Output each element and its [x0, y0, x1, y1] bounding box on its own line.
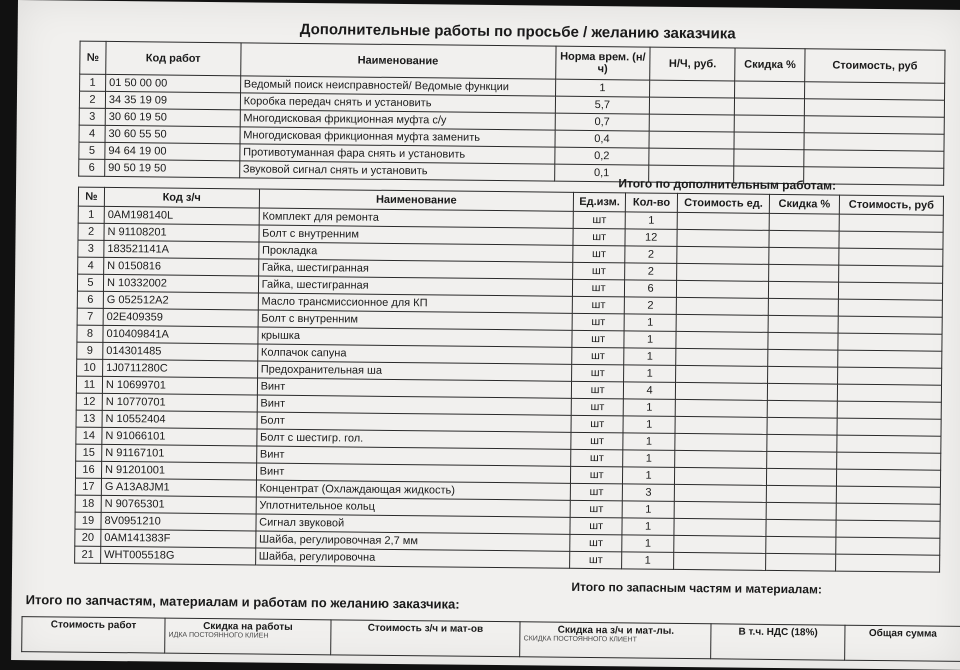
- part-quantity: 1: [623, 399, 675, 417]
- work-discount-cell: [735, 81, 805, 99]
- document-page: [11, 0, 960, 670]
- part-code: N 91167101: [102, 444, 257, 463]
- part-name: Винт: [256, 463, 571, 483]
- work-norm-hours: 0,2: [554, 147, 649, 165]
- work-header-cell: Норма врем. (н/ч): [555, 46, 650, 80]
- part-name: Винт: [256, 446, 571, 466]
- part-cost-cell: [836, 554, 940, 572]
- parts-header-cell: Скидка %: [769, 194, 839, 214]
- part-quantity: 1: [622, 518, 674, 536]
- work-norm-hours: 0,4: [555, 130, 650, 148]
- work-name: Многодисковая фрикционная муфта заменить: [240, 127, 555, 147]
- work-norm-hours: 1: [555, 79, 650, 97]
- part-cost-cell: [839, 214, 943, 232]
- work-cost-cell: [804, 133, 944, 151]
- work-row-number: 2: [79, 91, 105, 108]
- part-discount-cell: [766, 553, 836, 571]
- part-unit-price-cell: [676, 280, 768, 298]
- part-quantity: 1: [623, 433, 675, 451]
- part-name: Болт с внутренним: [258, 310, 573, 330]
- parts-table: [74, 187, 944, 573]
- part-quantity: 4: [623, 382, 675, 400]
- part-code: G A13A8JM1: [101, 478, 256, 497]
- part-cost-cell: [836, 469, 940, 487]
- part-discount-cell: [766, 536, 836, 554]
- part-cost-cell: [839, 265, 943, 283]
- part-unit-price-cell: [674, 535, 766, 553]
- part-unit-price-cell: [675, 433, 767, 451]
- summary-label: Общая сумма: [868, 627, 937, 640]
- part-cost-cell: [836, 486, 940, 504]
- part-unit: шт: [570, 500, 622, 518]
- part-code: N 91201001: [101, 461, 256, 480]
- part-unit-price-cell: [675, 467, 767, 485]
- part-unit: шт: [571, 432, 623, 450]
- part-unit-price-cell: [677, 229, 769, 247]
- part-unit: шт: [572, 347, 624, 365]
- part-name: Предохранительная ша: [257, 361, 572, 381]
- part-unit: шт: [572, 364, 624, 382]
- part-discount-cell: [769, 264, 839, 282]
- work-code: 30 60 55 50: [105, 125, 240, 143]
- part-code: N 10332002: [103, 274, 258, 293]
- part-name: Винт: [257, 395, 572, 415]
- part-row-number: 16: [75, 461, 101, 478]
- summary-label: Скидка на работы: [203, 620, 293, 633]
- part-row-number: 2: [78, 223, 104, 240]
- document-title: Дополнительные работы по просьбе / желанию заказчика: [299, 20, 736, 43]
- part-discount-cell: [767, 451, 837, 469]
- part-unit: шт: [573, 279, 625, 297]
- work-cost-cell: [804, 99, 944, 117]
- part-unit: шт: [570, 551, 622, 569]
- part-name: крышка: [258, 327, 573, 347]
- work-cost-cell: [804, 150, 944, 168]
- part-quantity: 1: [625, 212, 677, 230]
- part-name: Болт с шестигр. гол.: [256, 429, 571, 449]
- part-unit-price-cell: [677, 263, 769, 281]
- work-name: Ведомый поиск неисправностей/ Ведомые функции: [240, 76, 555, 96]
- work-total-label: Итого по дополнительным работам:: [618, 176, 837, 193]
- part-code: N 91066101: [102, 427, 257, 446]
- summary-row: [22, 617, 960, 662]
- part-row-number: 3: [78, 240, 104, 257]
- work-discount-cell: [734, 149, 804, 167]
- work-row-number: 5: [79, 142, 105, 159]
- part-code: G 052512A2: [103, 291, 258, 310]
- work-rate-cell: [650, 80, 735, 98]
- part-name: Гайка, шестигранная: [258, 259, 573, 279]
- part-unit: шт: [571, 466, 623, 484]
- part-name: Шайба, регулировочна: [255, 548, 570, 568]
- part-name: Уплотнительное кольц: [256, 497, 571, 517]
- summary-cell: [711, 624, 845, 660]
- part-unit: шт: [572, 381, 624, 399]
- part-cost-cell: [838, 350, 942, 368]
- work-norm-hours: 0,1: [554, 164, 649, 182]
- part-discount-cell: [768, 366, 838, 384]
- work-row-number: 4: [79, 125, 105, 142]
- part-quantity: 1: [622, 501, 674, 519]
- part-cost-cell: [836, 503, 940, 521]
- part-row-number: 17: [75, 478, 101, 495]
- work-cost-cell: [805, 82, 945, 100]
- part-unit-price-cell: [677, 246, 769, 264]
- work-header-cell: №: [80, 41, 106, 74]
- part-unit: шт: [572, 330, 624, 348]
- summary-cell: [22, 617, 166, 653]
- part-name: Масло трансмиссионное для КП: [258, 293, 573, 313]
- parts-total-label: Итого по запасным частям и материалам:: [571, 579, 822, 597]
- part-code: N 0150816: [104, 257, 259, 276]
- part-unit: шт: [573, 245, 625, 263]
- work-norm-hours: 0,7: [555, 113, 650, 131]
- part-discount-cell: [769, 213, 839, 231]
- work-header-cell: Код работ: [106, 41, 241, 75]
- part-code: 014301485: [103, 342, 258, 361]
- part-row-number: 6: [77, 291, 103, 308]
- summary-cell: [520, 622, 712, 659]
- summary-sublabel: СКИДКА ПОСТОЯННОГО КЛИЕНТ: [523, 635, 637, 644]
- part-name: Винт: [257, 378, 572, 398]
- part-row-number: 15: [76, 444, 102, 461]
- part-code: 02E409359: [103, 308, 258, 327]
- part-row-number: 7: [77, 308, 103, 325]
- parts-header-cell: Код з/ч: [104, 187, 259, 208]
- part-quantity: 1: [623, 416, 675, 434]
- part-row-number: 14: [76, 427, 102, 444]
- part-row-number: 20: [75, 529, 101, 546]
- part-row-number: 4: [78, 257, 104, 274]
- part-name: Сигнал звуковой: [256, 514, 571, 534]
- part-code: N 90765301: [101, 495, 256, 514]
- part-row-number: 1: [78, 206, 104, 223]
- work-name: Коробка передач снять и установить: [240, 93, 555, 113]
- part-row-number: 13: [76, 410, 102, 427]
- part-name: Гайка, шестигранная: [258, 276, 573, 296]
- work-code: 01 50 00 00: [106, 74, 241, 92]
- part-row-number: 10: [77, 359, 103, 376]
- work-code: 90 50 19 50: [105, 159, 240, 177]
- part-code: 8V0951210: [101, 512, 256, 531]
- part-discount-cell: [766, 485, 836, 503]
- part-quantity: 1: [622, 552, 674, 570]
- part-cost-cell: [838, 333, 942, 351]
- part-unit: шт: [570, 483, 622, 501]
- summary-cell: [330, 620, 520, 657]
- part-unit-price-cell: [675, 382, 767, 400]
- part-cost-cell: [838, 282, 942, 300]
- part-unit: шт: [572, 296, 624, 314]
- summary-cell: [845, 625, 960, 661]
- work-header-cell: Н/Ч, руб.: [650, 47, 735, 81]
- work-code: 34 35 19 09: [105, 91, 240, 109]
- work-header-cell: Скидка %: [735, 48, 805, 82]
- work-rate-cell: [649, 114, 734, 132]
- part-code: 1J0711280C: [103, 359, 258, 378]
- part-quantity: 1: [623, 450, 675, 468]
- part-cost-cell: [837, 401, 941, 419]
- part-quantity: 2: [624, 297, 676, 315]
- part-name: Прокладка: [258, 242, 573, 262]
- parts-header-cell: Кол-во: [625, 193, 677, 213]
- work-rate-cell: [649, 148, 734, 166]
- part-unit: шт: [573, 211, 625, 229]
- work-name: Многодисковая фрикционная муфта с/у: [240, 110, 555, 130]
- part-discount-cell: [768, 349, 838, 367]
- summary-label: Скидка на з/ч и мат-лы.: [557, 624, 675, 637]
- part-unit-price-cell: [675, 416, 767, 434]
- parts-header-cell: Ед.изм.: [573, 192, 625, 212]
- part-unit: шт: [573, 262, 625, 280]
- grand-total-label: Итого по запчастям, материалам и работам по желанию заказчика:: [25, 592, 460, 612]
- work-row-number: 3: [79, 108, 105, 125]
- part-discount-cell: [766, 502, 836, 520]
- work-discount-cell: [735, 98, 805, 116]
- part-row-number: 8: [77, 325, 103, 342]
- work-header-cell: Стоимость, руб: [805, 49, 945, 83]
- part-discount-cell: [767, 400, 837, 418]
- part-cost-cell: [837, 418, 941, 436]
- parts-header-cell: Стоимость ед.: [677, 193, 769, 213]
- part-quantity: 2: [625, 246, 677, 264]
- part-discount-cell: [768, 332, 838, 350]
- parts-header-cell: Наименование: [259, 189, 574, 211]
- part-unit-price-cell: [676, 331, 768, 349]
- part-name: Болт с внутренним: [259, 225, 574, 245]
- part-cost-cell: [836, 520, 940, 538]
- part-unit-price-cell: [674, 501, 766, 519]
- part-cost-cell: [838, 299, 942, 317]
- part-name: Комплект для ремонта: [259, 208, 574, 228]
- summary-label: Стоимость з/ч и мат-ов: [367, 622, 484, 635]
- work-name: Звуковой сигнал снять и установить: [239, 161, 554, 181]
- part-name: Концентрат (Охлаждающая жидкость): [256, 480, 571, 500]
- part-discount-cell: [768, 281, 838, 299]
- part-unit: шт: [573, 228, 625, 246]
- part-code: 0AM141383F: [101, 529, 256, 548]
- part-discount-cell: [768, 298, 838, 316]
- work-code: 94 64 19 00: [105, 142, 240, 160]
- summary-sublabel: ИДКА ПОСТОЯННОГО КЛИЕН: [168, 631, 269, 640]
- part-cost-cell: [839, 248, 943, 266]
- part-quantity: 1: [622, 535, 674, 553]
- part-discount-cell: [767, 468, 837, 486]
- part-discount-cell: [767, 434, 837, 452]
- part-discount-cell: [767, 383, 837, 401]
- part-cost-cell: [836, 537, 940, 555]
- part-unit: шт: [570, 517, 622, 535]
- part-quantity: 1: [624, 348, 676, 366]
- part-unit: шт: [571, 415, 623, 433]
- part-row-number: 21: [75, 546, 101, 563]
- work-discount-cell: [734, 115, 804, 133]
- part-unit-price-cell: [675, 399, 767, 417]
- part-code: N 10552404: [102, 410, 257, 429]
- part-row-number: 9: [77, 342, 103, 359]
- summary-cell: [165, 618, 331, 655]
- work-header-cell: Наименование: [240, 43, 555, 79]
- work-rate-cell: [649, 131, 734, 149]
- part-row-number: 11: [76, 376, 102, 393]
- part-name: Болт: [257, 412, 572, 432]
- part-quantity: 3: [622, 484, 674, 502]
- part-discount-cell: [766, 519, 836, 537]
- part-name: Колпачок сапуна: [257, 344, 572, 364]
- summary-label: Стоимость работ: [50, 619, 137, 632]
- part-cost-cell: [837, 435, 941, 453]
- part-unit-price-cell: [677, 212, 769, 230]
- part-quantity: 12: [625, 229, 677, 247]
- part-cost-cell: [838, 367, 942, 385]
- part-cost-cell: [837, 452, 941, 470]
- part-code: WHT005518G: [101, 546, 256, 565]
- summary-label: В т.ч. НДС (18%): [738, 626, 818, 639]
- part-row-number: 5: [77, 274, 103, 291]
- work-discount-cell: [734, 132, 804, 150]
- part-unit-price-cell: [676, 314, 768, 332]
- part-quantity: 1: [624, 331, 676, 349]
- part-discount-cell: [767, 417, 837, 435]
- part-code: 010409841A: [103, 325, 258, 344]
- part-quantity: 1: [624, 365, 676, 383]
- part-cost-cell: [838, 316, 942, 334]
- part-quantity: 1: [624, 314, 676, 332]
- part-code: 183521141A: [104, 240, 259, 259]
- work-code: 30 60 19 50: [105, 108, 240, 126]
- part-discount-cell: [768, 315, 838, 333]
- part-code: N 10770701: [102, 393, 257, 412]
- part-unit: шт: [570, 534, 622, 552]
- part-unit-price-cell: [676, 348, 768, 366]
- summary-table: [21, 616, 960, 662]
- part-unit-price-cell: [674, 484, 766, 502]
- part-unit-price-cell: [675, 450, 767, 468]
- part-row-number: 19: [75, 512, 101, 529]
- part-name: Шайба, регулировочная 2,7 мм: [255, 531, 570, 551]
- work-norm-hours: 5,7: [555, 96, 650, 114]
- work-row-number: 6: [79, 159, 105, 176]
- part-code: N 10699701: [102, 376, 257, 395]
- part-quantity: 1: [623, 467, 675, 485]
- part-unit-price-cell: [674, 518, 766, 536]
- part-discount-cell: [769, 247, 839, 265]
- part-row-number: 18: [75, 495, 101, 512]
- part-cost-cell: [837, 384, 941, 402]
- part-row-number: 12: [76, 393, 102, 410]
- part-unit: шт: [571, 449, 623, 467]
- work-name: Противотуманная фара снять и установить: [240, 144, 555, 164]
- part-unit-price-cell: [676, 297, 768, 315]
- additional-works-table: [78, 41, 945, 186]
- part-code: 0AM198140L: [104, 206, 259, 225]
- parts-header-cell: Стоимость, руб: [839, 195, 943, 215]
- part-unit-price-cell: [676, 365, 768, 383]
- part-unit-price-cell: [674, 552, 766, 570]
- part-discount-cell: [769, 230, 839, 248]
- work-row-number: 1: [80, 74, 106, 91]
- work-rate-cell: [650, 97, 735, 115]
- part-cost-cell: [839, 231, 943, 249]
- part-quantity: 2: [625, 263, 677, 281]
- parts-header-cell: №: [78, 187, 104, 206]
- part-quantity: 6: [625, 280, 677, 298]
- part-unit: шт: [572, 313, 624, 331]
- part-unit: шт: [571, 398, 623, 416]
- part-code: N 91108201: [104, 223, 259, 242]
- work-cost-cell: [804, 116, 944, 134]
